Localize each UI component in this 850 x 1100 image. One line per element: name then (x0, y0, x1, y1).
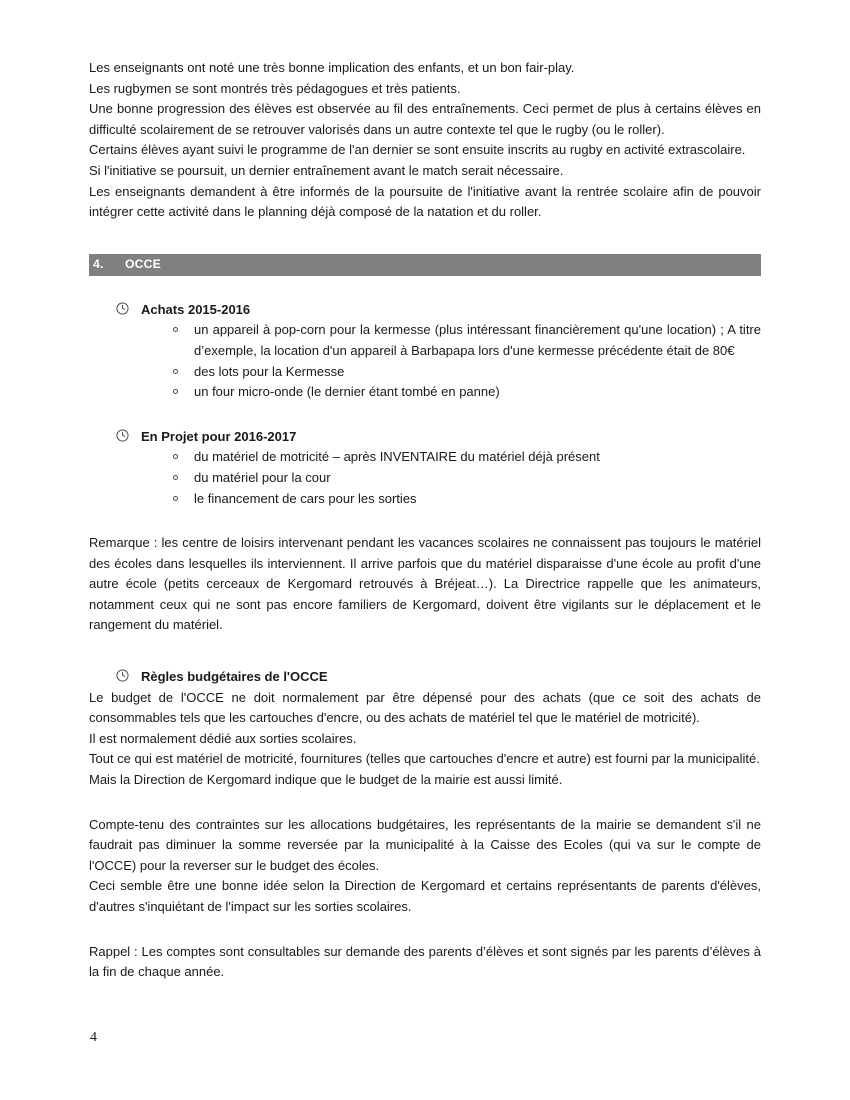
clock-icon (116, 429, 129, 442)
circle-bullet-icon (173, 454, 178, 459)
intro-paragraph-3: Une bonne progression des élèves est observée au fil des entraînements. Ceci permet de plus à certains élèves en difficulté scolairement de se retrouver valorisés dans un autre contexte tel que le rugby (ou le roller). (89, 101, 761, 137)
spacer (89, 403, 761, 427)
subheading-projet-label: En Projet pour 2016-2017 (141, 428, 297, 444)
spacer (89, 223, 761, 254)
subheading-regles (89, 667, 761, 688)
circle-bullet-icon (173, 475, 178, 480)
circle-bullet-icon (173, 327, 178, 332)
list-item (89, 382, 761, 403)
contraintes-paragraph-2: Ceci semble être une bonne idée selon la Direction de Kergomard et certains représentants de parents d'élèves, d'autres s'inquiétant de l'impact sur les sorties scolaires. (89, 878, 761, 914)
circle-bullet-icon (173, 389, 178, 394)
contraintes-paragraph-1: Compte-tenu des contraintes sur les allocations budgétaires, les représentants de la mairie se demandent s'il ne faudrait pas diminuer la somme reversée par la municipalité à la Caisse des Ecoles (qui va sur le compte de l'OCCE) pour la reverser sur le budget des écoles. (89, 816, 761, 873)
intro-paragraph-4: Certains élèves ayant suivi le programme de l'an dernier se sont ensuite inscrits au rugby en activité extrascolaire. (89, 142, 746, 158)
remarque-paragraph: Remarque : les centre de loisirs intervenant pendant les vacances scolaires ne connaissent pas toujours le matériel des écoles dans lesquelles ils interviennent. Il arrive parfois que du matériel disparaisse d'une école au profit d'une autre école (petits cerceaux de Kergomard retrouvés à Bréjeat…). La Directrice rappelle que les animateurs, notamment ceux qui ne sont pas encore familiers de Kergomard, doivent être vigilants sur le déplacement et le rangement du matériel. (89, 535, 761, 633)
list-item (89, 447, 761, 468)
list-item-text: un appareil à pop-corn pour la kermesse (plus intéressant financièrement qu'une location) ; A titre d’exemple, la location d'un appareil à Barbapapa lors d'une kermesse précédente était de 80€ (194, 322, 761, 358)
regles-paragraph-2: Il est normalement dédié aux sorties scolaires. (89, 730, 357, 746)
regles-paragraph-4: Mais la Direction de Kergomard indique que le budget de la mairie est aussi limité. (89, 772, 563, 788)
regles-paragraph-1: Le budget de l'OCCE ne doit normalement par être dépensé pour des achats (que ce soit des achats de consommables tels que les cartouches d'encre, ou des achats de matériel tel que le matériel de motricité). (89, 689, 761, 726)
intro-paragraph-2: Les rugbymen se sont montrés très pédagogues et très patients. (89, 80, 461, 96)
list-item-text: un four micro-onde (le dernier étant tombé en panne) (194, 384, 500, 400)
section-heading-occe (89, 254, 761, 276)
spacer (89, 918, 761, 942)
subheading-regles-label: Règles budgétaires de l'OCCE (141, 669, 328, 685)
list-item (89, 320, 761, 361)
intro-paragraph-6: Les enseignants demandent à être informés de la poursuite de l'initiative avant la rentrée scolaire afin de pouvoir intégrer cette activité dans le planning déjà composé de la natation et du roller. (89, 183, 761, 220)
spacer (89, 276, 761, 300)
spacer (89, 636, 761, 667)
subheading-achats-label: Achats 2015-2016 (141, 301, 251, 317)
page-number: 4 (90, 1030, 97, 1045)
clock-icon (116, 302, 129, 315)
spacer (89, 791, 761, 815)
intro-paragraph-1: Les enseignants ont noté une très bonne implication des enfants, et un bon fair-play. (89, 60, 575, 75)
regles-paragraph-3: Tout ce qui est matériel de motricité, fournitures (telles que cartouches d'encre et autre) est fourni par la municipalité. (89, 751, 760, 767)
section-title: OCCE (125, 256, 162, 271)
circle-bullet-icon (173, 369, 178, 374)
section-number: 4. (93, 256, 104, 271)
list-item (89, 362, 761, 383)
page-content (89, 58, 761, 983)
list-item (89, 489, 761, 510)
list-item-text: des lots pour la Kermesse (194, 363, 345, 379)
spacer (89, 509, 761, 533)
subheading-projet (89, 427, 761, 448)
intro-paragraph-5: Si l'initiative se poursuit, un dernier entraînement avant le match serait nécessaire. (89, 162, 564, 178)
list-item-text: du matériel de motricité – après INVENTAIRE du matériel déjà présent (194, 449, 600, 465)
list-item-text: du matériel pour la cour (194, 469, 331, 485)
list-item-text: le financement de cars pour les sorties (194, 490, 417, 506)
subheading-achats (89, 300, 761, 321)
intro-block (89, 58, 761, 223)
clock-icon (116, 669, 129, 682)
list-item (89, 468, 761, 489)
rappel-paragraph: Rappel : Les comptes sont consultables sur demande des parents d’élèves et sont signés par les parents d’élèves à la fin de chaque année. (89, 943, 761, 980)
circle-bullet-icon (173, 496, 178, 501)
